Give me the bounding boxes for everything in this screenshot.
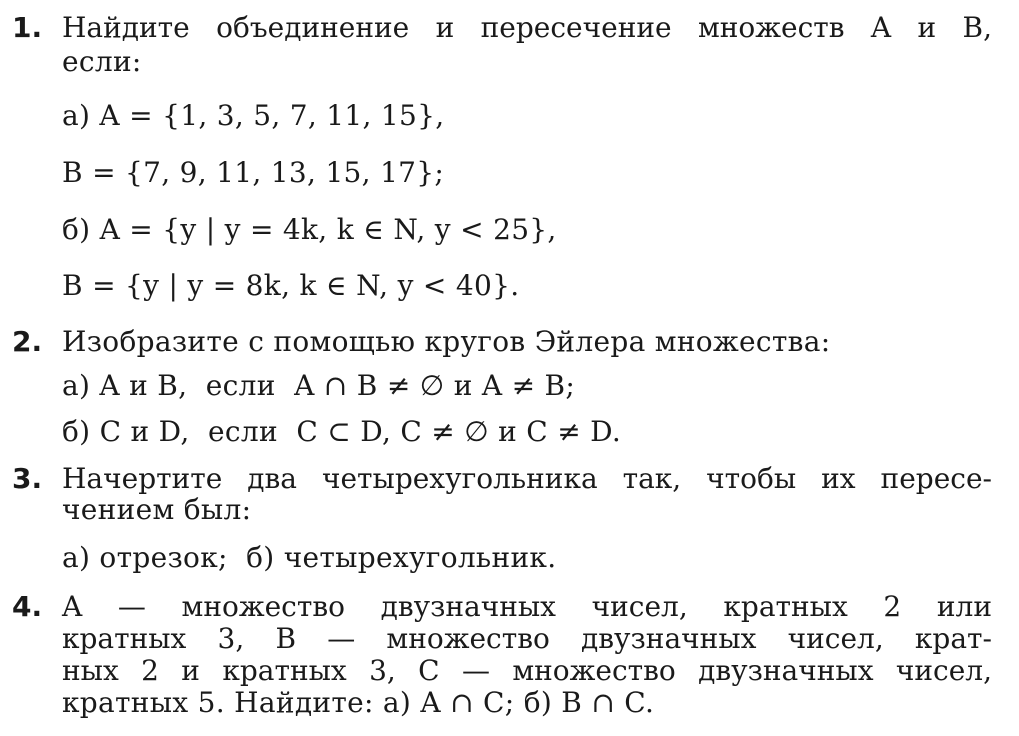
problem-3-parts: а) отрезок; б) четырехугольник. (62, 541, 557, 574)
problem-2-part-a: а) A и B, если A ∩ B ≠ ∅ и A ≠ B; (62, 369, 576, 402)
problem-2-part-b: б) C и D, если C ⊂ D, C ≠ ∅ и C ≠ D. (62, 415, 622, 448)
problem-1-number: 1. (12, 11, 43, 44)
problem-1-line-2: если: (62, 45, 142, 78)
problem-1-part-b-set-a: б) A = {y | y = 4k, k ∈ N, y < 25}, (62, 213, 557, 246)
problem-3-number: 3. (12, 462, 43, 495)
problem-2-number: 2. (12, 325, 43, 358)
problem-3-line-1: Начертите два четырехугольника так, чтобы их пересе- (62, 462, 992, 495)
problem-1-line-1: Найдите объединение и пересечение множеств A и B, (62, 11, 992, 44)
problem-3-line-2: чением был: (62, 493, 252, 526)
problem-4-line-2: кратных 3, B — множество двузначных чисел, крат- (62, 622, 992, 655)
problem-2-line-1: Изобразите с помощью кругов Эйлера множества: (62, 325, 831, 358)
problem-4-number: 4. (12, 590, 43, 623)
problem-4-line-1: A — множество двузначных чисел, кратных 2 или (62, 590, 992, 623)
problem-4-line-3: ных 2 и кратных 3, C — множество двузначных чисел, (62, 654, 992, 687)
problem-1-part-a-set-b: B = {7, 9, 11, 13, 15, 17}; (62, 156, 445, 189)
problem-4-line-4: кратных 5. Найдите: а) A ∩ C; б) B ∩ C. (62, 686, 655, 719)
problem-1-part-b-set-b: B = {y | y = 8k, k ∈ N, y < 40}. (62, 269, 520, 302)
problem-1-part-a-set-a: а) A = {1, 3, 5, 7, 11, 15}, (62, 99, 445, 132)
